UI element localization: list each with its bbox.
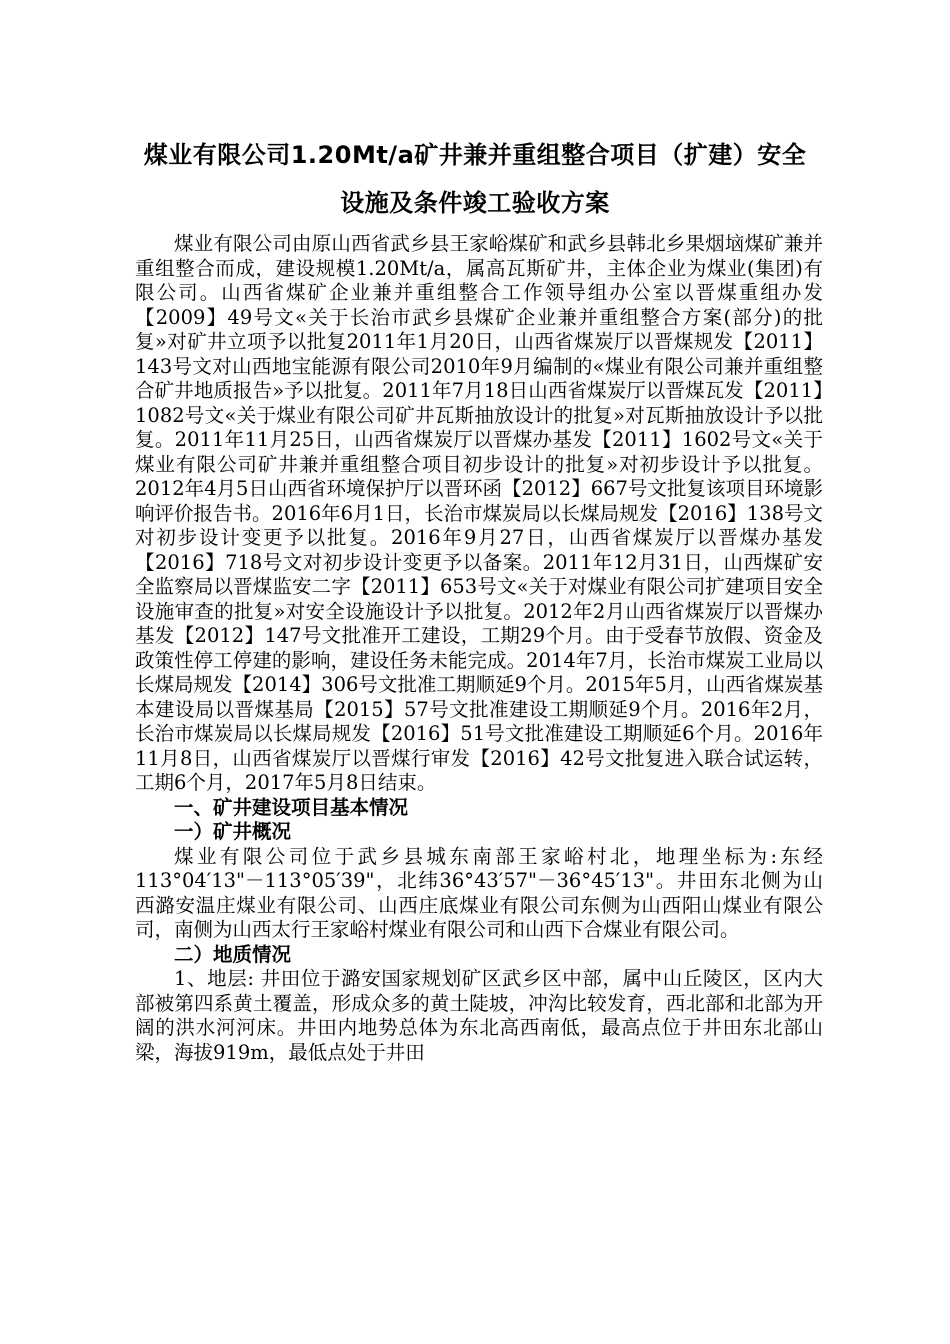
document-title-line-2: 设施及条件竣工验收方案 bbox=[340, 189, 610, 217]
section-1-heading: 一、矿井建设项目基本情况 bbox=[174, 795, 409, 819]
document-body bbox=[135, 232, 823, 1065]
section-1-2-heading: 二）地质情况 bbox=[174, 942, 292, 966]
section-1-1-heading: 一）矿井概况 bbox=[174, 820, 292, 843]
section-1-1-paragraph: 煤业有限公司位于武乡县城东南部王家峪村北，地理坐标为:东经113°04′13"－113°05′39"，北纬36°43′57"－36°45′13"。井田东北侧为山西潞安温庄煤业有限公司、山西庄底煤业有限公司东侧为山西阳山煤业有限公司，南侧为山西太行王家峪村煤业有限公司和山西下合煤业有限公司。 bbox=[135, 844, 823, 941]
section-1-2-paragraph: 1、地层: 井田位于潞安国家规划矿区武乡区中部，属中山丘陵区，区内大部被第四系黄土覆盖，形成众多的黄土陡坡，冲沟比较发育，西北部和北部为开阔的洪水河河床。井田内地势总体为东北高西南低，最高点位于井田东北部山梁，海拔919m，最低点处于井田 bbox=[135, 967, 823, 1064]
intro-paragraph: 煤业有限公司由原山西省武乡县王家峪煤矿和武乡县韩北乡果烟垴煤矿兼并重组整合而成，建设规模1.20Mt/a，属高瓦斯矿井，主体企业为煤业(集团)有限公司。山西省煤矿企业兼并重组整合工作领导组办公室以晋煤重组办发【2009】49号文«关于长治市武乡县煤矿企业兼并重组整合方案(部分)的批复»对矿井立项予以批复2011年1月20日，山西省煤炭厅以晋煤规发【2011】143号文对山西地宝能源有限公司2010年9月编制的«煤业有限公司兼并重组整合矿井地质报告»予以批复。2011年7月18日山西省煤炭厅以晋煤瓦发【2011】1082号文«关于煤业有限公司矿井瓦斯抽放设计的批复»对瓦斯抽放设计予以批复。2011年11月25日，山西省煤炭厅以晋煤办基发【2011】1602号文«关于煤业有限公司矿井兼并重组整合项目初步设计的批复»对初步设计予以批复。2012年4月5日山西省环境保护厅以晋环函【2012】667号文批复该项目环境影响评价报告书。2016年6月1日，长治市煤炭局以长煤局规发【2016】138号文对初步设计变更予以批复。2016年9月27日，山西省煤炭厅以晋煤办基发【2016】718号文对初步设计变更予以备案。2011年12月31日，山西煤矿安全监察局以晋煤监安二字【2011】653号文«关于对煤业有限公司扩建项目安全设施审查的批复»对安全设施设计予以批复。2012年2月山西省煤炭厅以晋煤办基发【2012】147号文批准开工建设，工期29个月。由于受春节放假、资金及政策性停工停建的影响，建设任务未能完成。2014年7月，长治市煤炭工业局以长煤局规发【2014】306号文批准工期顺延9个月。2015年5月，山西省煤炭基本建设局以晋煤基局【2015】57号文批准建设工期顺延9个月。2016年2月，长治市煤炭局以长煤局规发【2016】51号文批准建设工期顺延6个月。2016年11月8日，山西省煤炭厅以晋煤行审发【2016】42号文批复进入联合试运转，工期6个月，2017年5月8日结束。 bbox=[135, 232, 823, 794]
document-title-line-1: 煤业有限公司1.20Mt/a矿井兼并重组整合项目（扩建）安全 bbox=[143, 141, 807, 169]
